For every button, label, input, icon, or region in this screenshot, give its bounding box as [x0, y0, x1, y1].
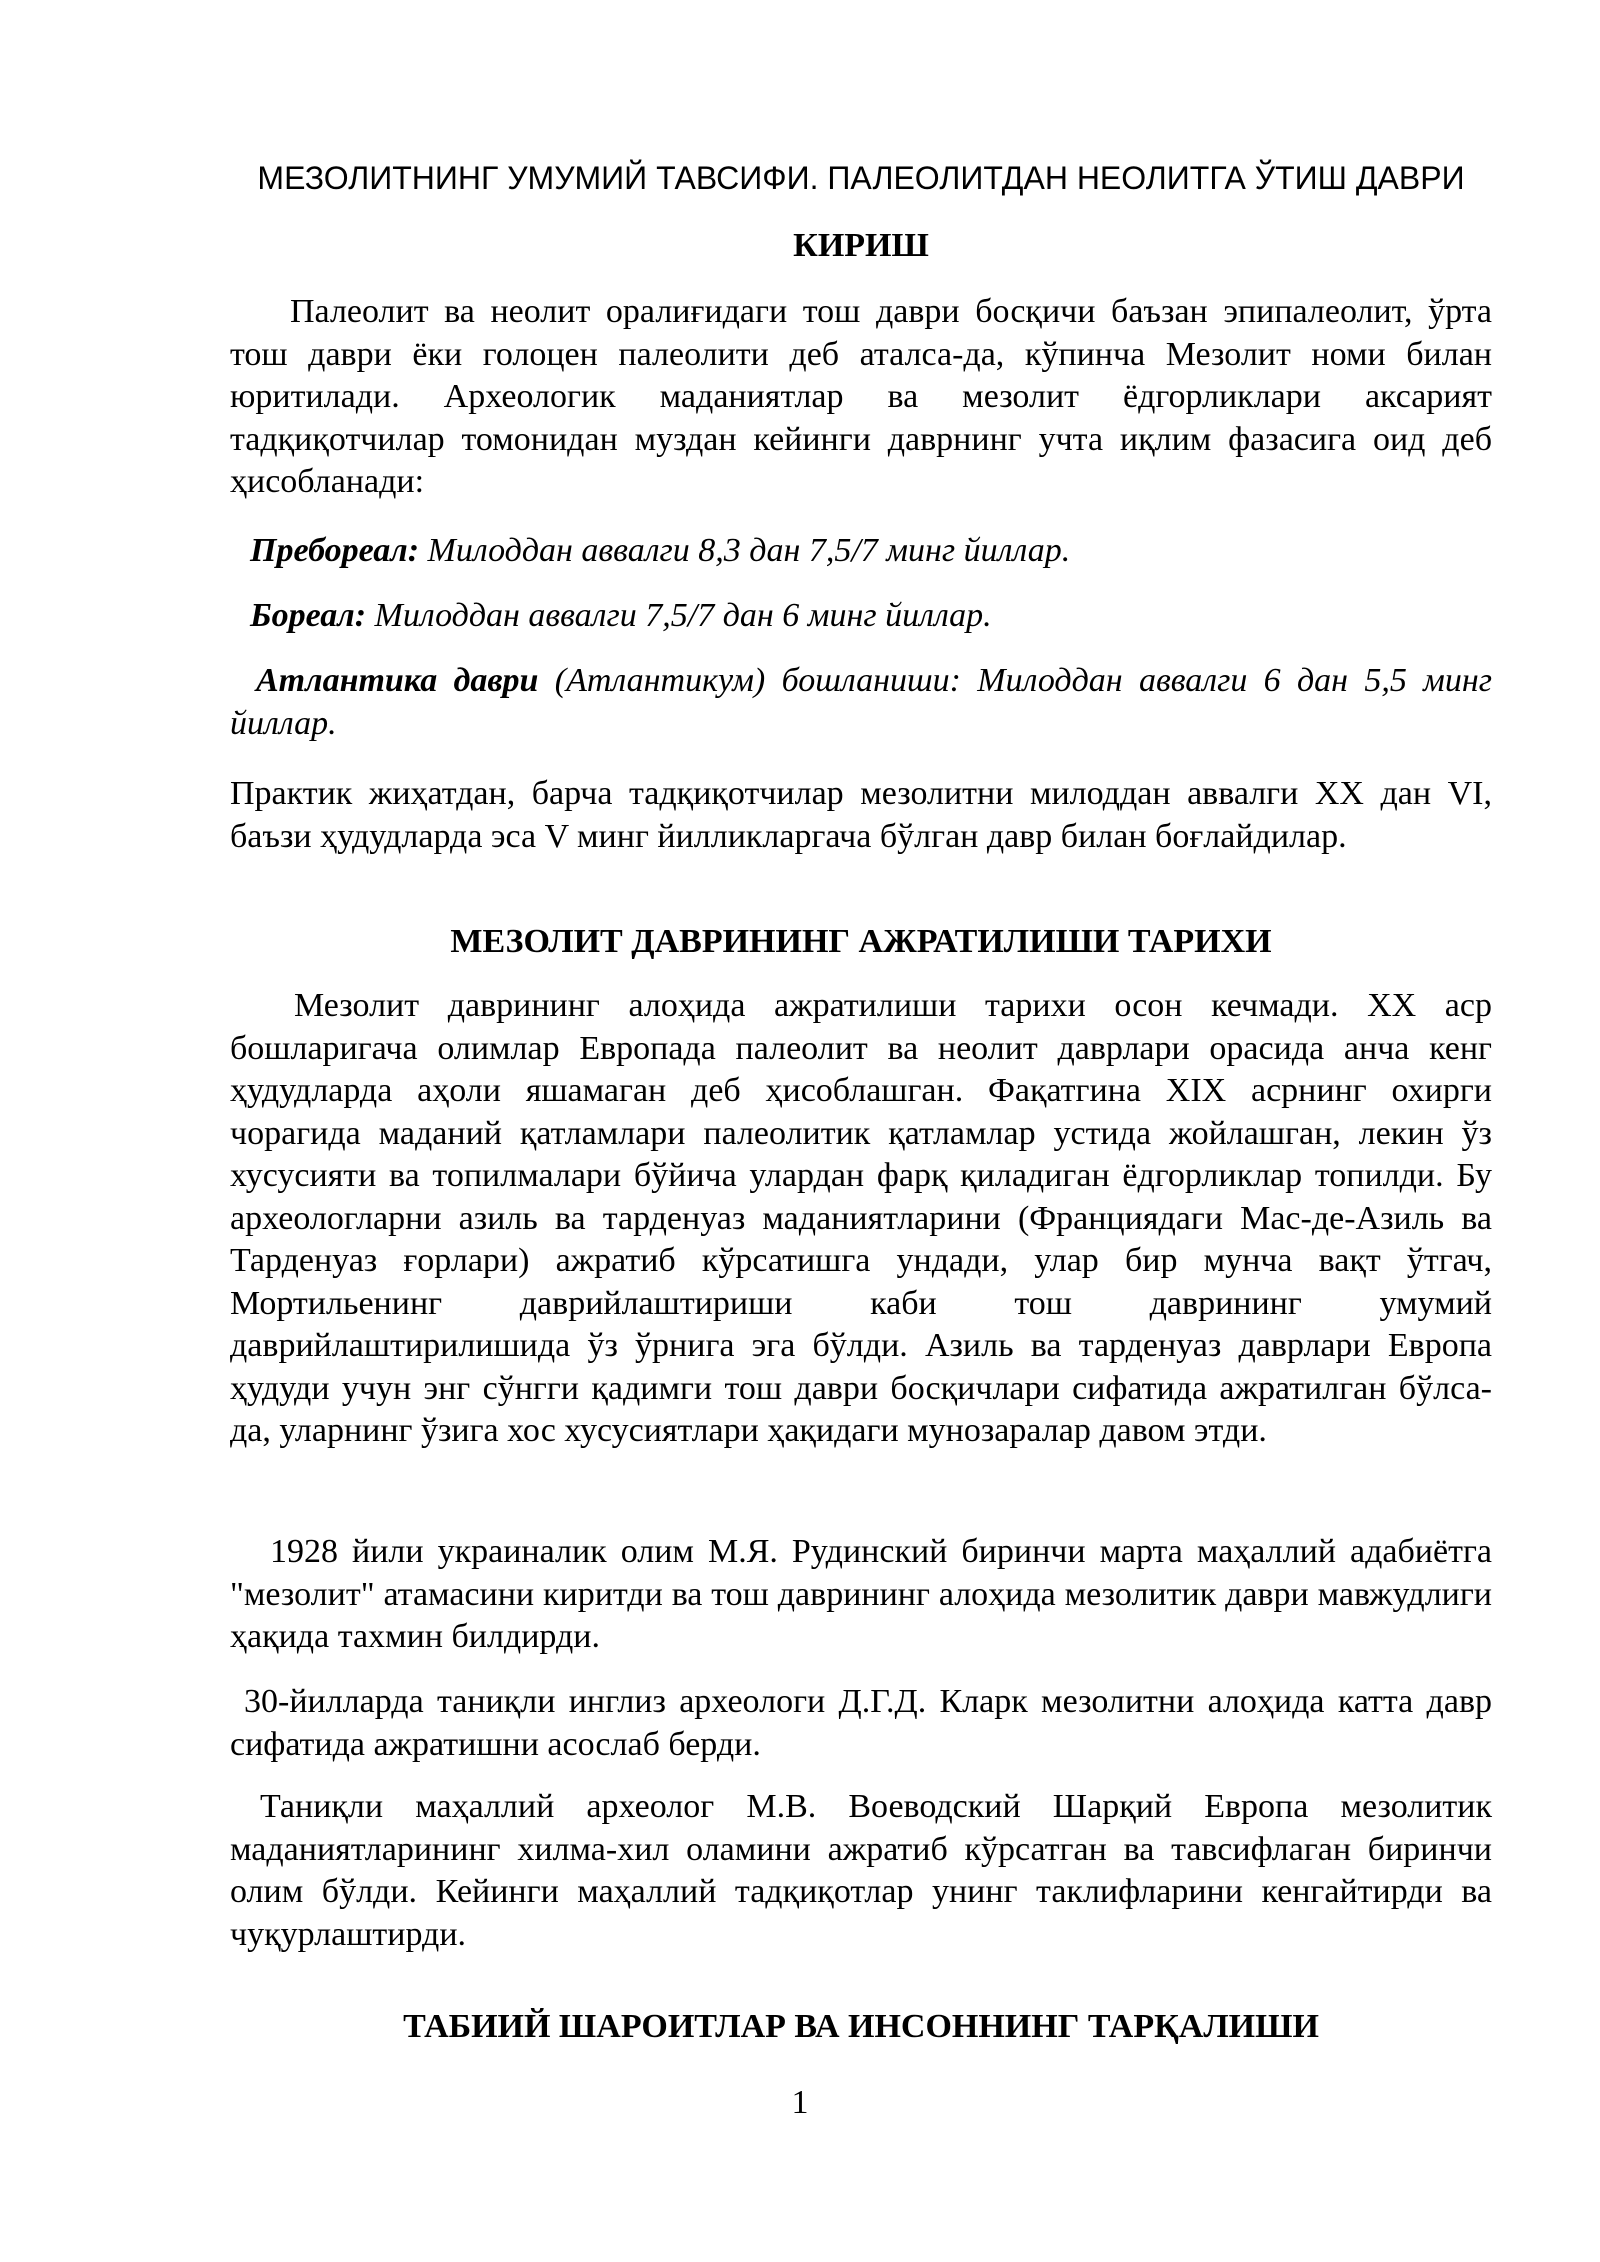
history-paragraph: 30-йилларда таниқли инглиз археологи Д.Г.Д. Кларк мезолитни алоҳида катта давр сифатида ажратишни асослаб берди. — [230, 1683, 1492, 1763]
document-title: МЕЗОЛИТНИНГ УМУМИЙ ТАВСИФИ. ПАЛЕОЛИТДАН НЕОЛИТГА ЎТИШ ДАВРИ — [257, 160, 1465, 196]
history-paragraph: Таниқли маҳаллий археолог М.В. Воеводский Шарқий Европа мезолитик маданиятларининг хилма-хил оламини ажратиб кўрсатган ва тавсифлаган биринчи олим бўлди. Кейинги маҳаллий тадқиқотлар унинг таклифларини кенгайтирди ва чуқурлаштирди. — [230, 1788, 1492, 1953]
section-heading-natural-conditions: ТАБИИЙ ШАРОИТЛАР ВА ИНСОННИНГ ТАРҚАЛИШИ — [403, 2008, 1319, 2045]
page-number: 1 — [791, 2084, 809, 2121]
history-block-3 — [230, 1681, 1492, 1766]
period-boreal — [230, 595, 1492, 638]
period-dates: Милоддан аввалги 7,5/7 дан 6 минг йиллар. — [366, 597, 992, 634]
practical-block — [230, 773, 1492, 858]
history-block-1 — [230, 985, 1492, 1453]
practical-paragraph: Практик жиҳатдан, барча тадқиқотчилар мезолитни милоддан аввалги XX дан VI, баъзи ҳудудларда эса V минг йилликларгача бўлган давр билан боғлайдилар. — [230, 775, 1492, 855]
intro-block — [230, 291, 1492, 504]
period-dates: (Атлантикум) бошланиши: Милоддан аввалги 6 дан 5,5 минг йиллар. — [230, 662, 1492, 742]
period-name: Бореал: — [250, 597, 367, 634]
period-atlantic — [230, 660, 1492, 745]
period-name: Пребореал: — [250, 532, 420, 569]
section-heading-history: МЕЗОЛИТ ДАВРИНИНГ АЖРАТИЛИШИ ТАРИХИ — [450, 923, 1272, 960]
history-paragraph: Мезолит даврининг алоҳида ажратилиши тарихи осон кечмади. XX аср бошларигача олимлар Европада палеолит ва неолит даврлари орасида анча кенг ҳудудларда аҳоли яшамаган деб ҳисоблашган. Фақатгина XIX асрнинг охирги чорагида маданий қатламлари палеолитик қатламлар устида жойлашган, лекин ўз хусусияти ва топилмалари бўйича улардан фарқ қиладиган ёдгорликлар топилди. Бу археологларни азиль ва тарденуаз маданиятларини (Франциядаги Мас-де-Азиль ва Тарденуаз ғорлари) ажратиб кўрсатишга ундади, улар бир мунча вақт ўтгач, Мортильенинг даврийлаштириши каби тош даврининг умумий даврийлаштирилишида ўз ўрнига эга бўлди. Азиль ва тарденуаз даврлари Европа ҳудуди учун энг сўнгги қадимги тош даври босқичлари сифатида ажратилган бўлса-да, уларнинг ўзига хос хусусиятлари ҳақидаги мунозаралар давом этди. — [230, 987, 1492, 1449]
period-preboreal — [230, 530, 1492, 573]
section-heading-intro: КИРИШ — [793, 227, 929, 264]
history-paragraph: 1928 йили украиналик олим М.Я. Рудинский биринчи марта маҳаллий адабиётга "мезолит" атамасини киритди ва тош даврининг алоҳида мезолитик даври мавжудлиги ҳақида тахмин билдирди. — [230, 1533, 1492, 1655]
intro-paragraph: Палеолит ва неолит оралиғидаги тош даври босқичи баъзан эпипалеолит, ўрта тош даври ёки голоцен палеолити деб аталса-да, кўпинча Мезолит номи билан юритилади. Археологик маданиятлар ва мезолит ёдгорликлари аксарият тадқиқотчилар томонидан муздан кейинги даврнинг учта иқлим фазасига оид деб ҳисобланади: — [230, 293, 1492, 500]
history-block-2 — [230, 1531, 1492, 1659]
period-dates: Милоддан аввалги 8,3 дан 7,5/7 минг йиллар. — [419, 532, 1071, 569]
history-block-4 — [230, 1786, 1492, 1956]
period-name: Атлантика даври — [256, 662, 539, 699]
